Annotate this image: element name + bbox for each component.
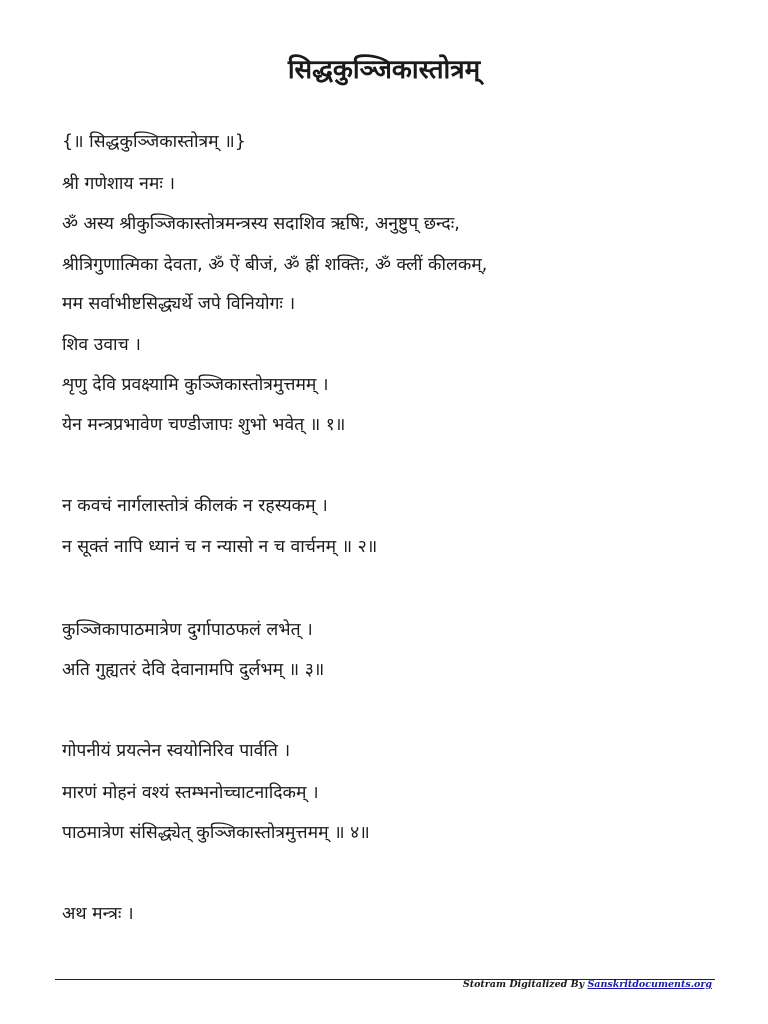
footer-credit <box>463 978 712 992</box>
verse-line: अथ मन्त्रः । <box>62 904 134 924</box>
verse-line: न कवचं नार्गलास्तोत्रं कीलकं न रहस्यकम् । <box>62 496 328 516</box>
verse-line: शिव उवाच । <box>62 335 141 355</box>
page-title: सिद्धकुञ्जिकास्तोत्रम् <box>287 55 481 85</box>
header-line: {॥ सिद्धकुञ्जिकास्तोत्रम् ॥} <box>62 132 246 152</box>
verse-line: गोपनीयं प्रयत्नेन स्वयोनिरिव पार्वति । <box>62 741 291 761</box>
verse-line: मारणं मोहनं वश्यं स्तम्भनोच्चाटनादिकम् । <box>62 783 319 803</box>
footer-credit-label: Stotram Digitalized By <box>462 979 588 990</box>
verse-line: कुञ्जिकापाठमात्रेण दुर्गापाठफलं लभेत् । <box>62 620 313 640</box>
footer-link[interactable]: Sanskritdocuments.org <box>587 979 712 990</box>
verse-line: न सूक्तं नापि ध्यानं च न न्यासो न च वार्चनम् ॥ २॥ <box>62 537 378 557</box>
verse-line: ॐ अस्य श्रीकुञ्जिकास्तोत्रमन्त्रस्य सदाशिव ऋषिः, अनुष्टुप् छन्दः, <box>62 214 460 234</box>
verse-line: शृणु देवि प्रवक्ष्यामि कुञ्जिकास्तोत्रमुत्तमम् । <box>62 375 329 395</box>
verse-line: अति गुह्यतरं देवि देवानामपि दुर्लभम् ॥ ३॥ <box>62 660 325 680</box>
verse-line: पाठमात्रेण संसिद्ध्येत् कुञ्जिकास्तोत्रमुत्तमम् ॥ ४॥ <box>62 823 370 843</box>
verse-line: येन मन्त्रप्रभावेण चण्डीजापः शुभो भवेत् ॥ १॥ <box>62 415 346 435</box>
verse-line: मम सर्वाभीष्टसिद्ध्यर्थे जपे विनियोगः । <box>62 294 296 314</box>
verse-line: श्रीत्रिगुणात्मिका देवता, ॐ ऐं बीजं, ॐ ह्रीं शक्तिः, ॐ क्लीं कीलकम्, <box>62 255 488 275</box>
verse-line: श्री गणेशाय नमः । <box>62 174 176 194</box>
